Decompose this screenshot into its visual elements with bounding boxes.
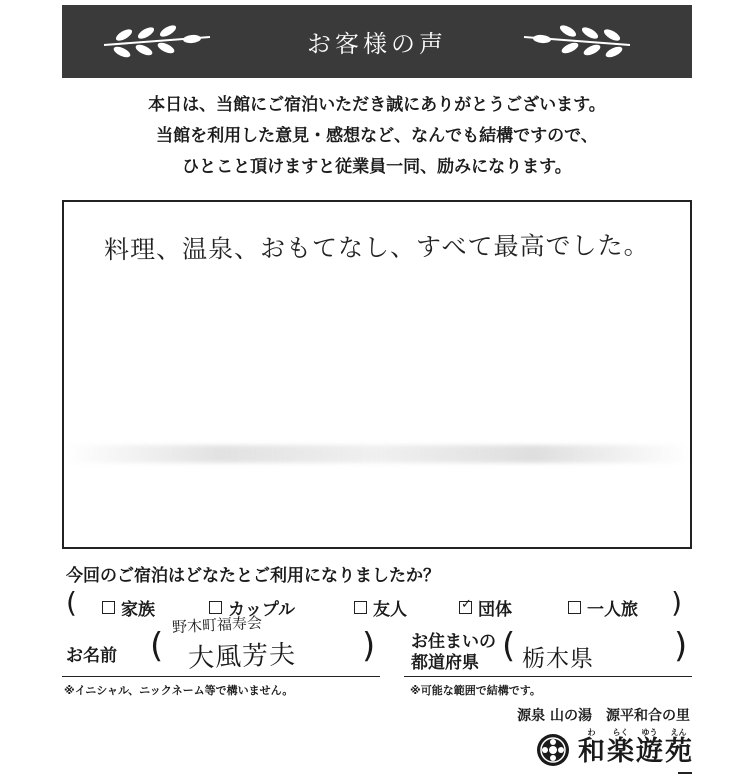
prefecture-underline <box>404 676 692 677</box>
checkbox[interactable] <box>102 601 115 614</box>
brand-ruby: ゆう <box>641 728 658 737</box>
name-close-paren: ) <box>362 626 376 666</box>
option-friends[interactable] <box>354 595 407 620</box>
prefecture-open-paren: ( <box>502 626 516 666</box>
brand-logo <box>536 728 692 767</box>
name-label: お名前 <box>66 646 117 666</box>
intro-line: ひとこと頂けますと従業員一同、励みになります。 <box>182 157 572 177</box>
option-label: 団体 <box>478 600 512 620</box>
option-group[interactable] <box>459 595 512 620</box>
page-title: お客様の声 <box>307 30 447 58</box>
leaf-ornament-right-icon <box>522 25 632 59</box>
checkbox[interactable] <box>568 601 581 614</box>
name-open-paren: ( <box>150 626 164 666</box>
open-paren: ( <box>66 586 77 619</box>
edge-mark <box>678 772 692 774</box>
comment-box[interactable] <box>62 200 692 549</box>
checkmark-icon: ✓ <box>461 597 472 612</box>
option-label: カップル <box>228 600 296 620</box>
brand-kanji: 和 <box>578 736 605 767</box>
brand-subtitle: 源泉 山の湯 源平和合の里 <box>517 708 690 724</box>
brand-kanji: 楽 <box>607 736 634 767</box>
intro-message <box>62 90 692 183</box>
checkbox[interactable] <box>209 601 222 614</box>
prefecture-field[interactable]: 栃木県 <box>522 646 594 672</box>
option-label: 一人旅 <box>587 600 638 620</box>
prefecture-label-line: お住まいの <box>411 632 496 652</box>
checkbox-checked[interactable] <box>459 597 472 614</box>
brand-char <box>665 728 692 767</box>
brand-ruby: えん <box>670 728 687 737</box>
brand-char <box>607 728 634 767</box>
group-name-note: 野木町福寿会 <box>171 613 263 637</box>
prefecture-note: ※可能な範囲で結構です。 <box>410 684 541 697</box>
brand-name <box>578 728 692 767</box>
brand-char <box>578 728 605 767</box>
family-crest-icon <box>536 733 570 767</box>
option-family[interactable] <box>102 595 155 620</box>
scan-smudge <box>64 445 690 463</box>
companion-question: 今回のご宿泊はどなたとご利用になりましたか？ <box>66 566 440 586</box>
option-label: 家族 <box>121 600 155 620</box>
brand-char <box>636 728 663 767</box>
option-label: 友人 <box>373 600 407 620</box>
name-underline <box>62 676 380 677</box>
leaf-ornament-left-icon <box>102 25 212 59</box>
intro-line: 本日は、当館にご宿泊いただき誠にありがとうございます。 <box>148 95 606 115</box>
companion-options <box>66 588 686 624</box>
prefecture-label <box>411 632 496 674</box>
handwritten-comment: 料理、温泉、おもてなし、すべて最高でした。 <box>103 230 650 265</box>
brand-ruby: わ <box>587 728 596 737</box>
checkbox[interactable] <box>354 601 367 614</box>
brand-ruby: らく <box>612 728 629 737</box>
header-banner <box>62 5 692 78</box>
brand-kanji: 遊 <box>636 736 663 767</box>
name-note: ※イニシャル、ニックネーム等で構いません。 <box>64 684 294 697</box>
close-paren: ) <box>671 586 682 619</box>
prefecture-label-line: 都道府県 <box>411 653 479 673</box>
prefecture-close-paren: ) <box>674 626 688 666</box>
option-solo[interactable] <box>568 595 638 620</box>
brand-kanji: 苑 <box>665 736 692 767</box>
name-field[interactable]: 大風芳夫 <box>187 640 297 674</box>
intro-line: 当館を利用した意見・感想など、なんでも結構ですので、 <box>156 126 598 146</box>
